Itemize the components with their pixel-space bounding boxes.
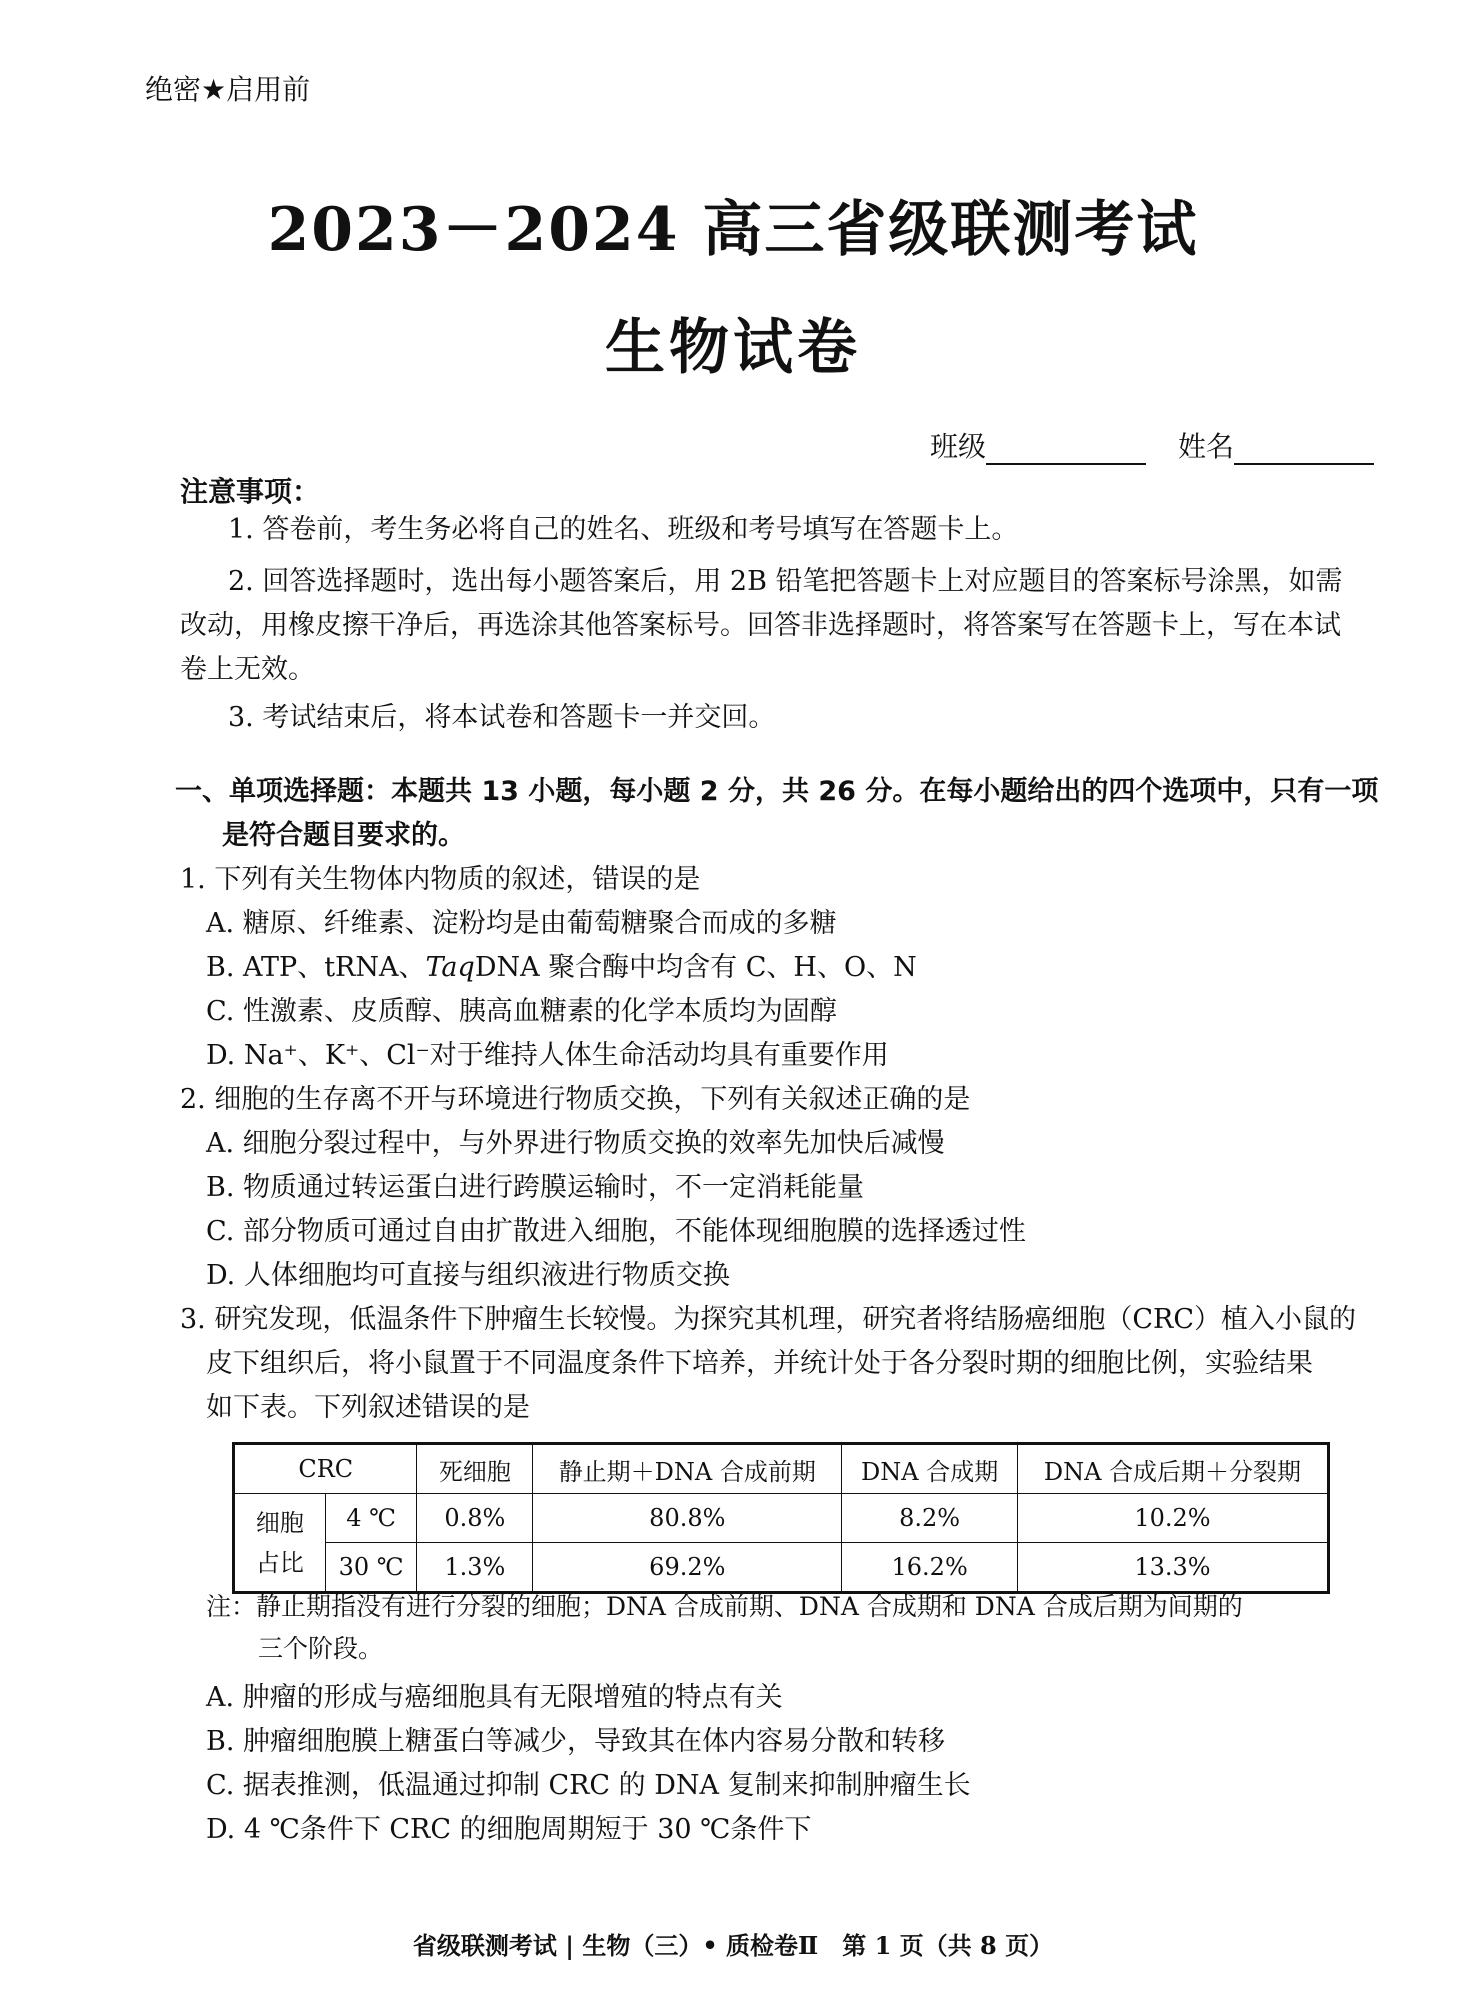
class-label: 班级: [930, 430, 987, 463]
q2-option-a: A. 细胞分裂过程中，与外界进行物质交换的效率先加快后减慢: [206, 1128, 945, 1159]
name-blank: [1234, 435, 1374, 465]
row-group-label: 细胞 占比: [234, 1494, 326, 1593]
row-temp: 30 ℃: [325, 1543, 417, 1593]
table-header-crc: CRC: [234, 1444, 417, 1494]
notice-item-2-line-3: 卷上无效。: [180, 654, 315, 685]
q3-option-d: D. 4 ℃条件下 CRC 的细胞周期短于 30 ℃条件下: [206, 1814, 812, 1845]
name-field: [1178, 425, 1374, 465]
table-header-s: DNA 合成期: [842, 1444, 1018, 1494]
q1-option-b: B. ATP、tRNA、TaqDNA 聚合酶中均含有 C、H、O、N: [206, 952, 917, 983]
cell-g2m: 10.2%: [1017, 1494, 1328, 1543]
table-header-g2m: DNA 合成后期＋分裂期: [1017, 1444, 1328, 1494]
cell-g1: 80.8%: [533, 1494, 842, 1543]
q3-option-a: A. 肿瘤的形成与癌细胞具有无限增殖的特点有关: [206, 1682, 783, 1713]
notice-item-1: 1. 答卷前，考生务必将自己的姓名、班级和考号填写在答题卡上。: [228, 514, 1019, 545]
class-blank: [986, 435, 1146, 465]
exam-title: 2023－2024 高三省级联测考试: [267, 195, 1199, 265]
cell-s: 16.2%: [842, 1543, 1018, 1593]
q1-option-a: A. 糖原、纤维素、淀粉均是由葡萄糖聚合而成的多糖: [206, 908, 837, 939]
secret-label: 绝密★启用前: [145, 73, 311, 106]
notice-heading: 注意事项：: [180, 475, 321, 508]
section-heading-line-1: 一、单项选择题：本题共 13 小题，每小题 2 分，共 26 分。在每小题给出的四个选项中，只有一项: [175, 776, 1379, 807]
notice-item-3: 3. 考试结束后，将本试卷和答题卡一并交回。: [228, 702, 776, 733]
page-footer: 省级联测考试 | 生物（三）• 质检卷Ⅱ 第 1 页（共 8 页）: [412, 1931, 1054, 1960]
cell-dead: 1.3%: [417, 1543, 533, 1593]
q2-option-c: C. 部分物质可通过自由扩散进入细胞，不能体现细胞膜的选择透过性: [206, 1216, 1026, 1247]
cell-g1: 69.2%: [533, 1543, 842, 1593]
subject-title: 生物试卷: [605, 313, 861, 383]
q1-option-c: C. 性激素、皮质醇、胰高血糖素的化学本质均为固醇: [206, 996, 837, 1027]
q2-option-b: B. 物质通过转运蛋白进行跨膜运输时，不一定消耗能量: [206, 1172, 865, 1203]
q3-stem-line-2: 皮下组织后，将小鼠置于不同温度条件下培养，并统计处于各分裂时期的细胞比例，实验结果: [206, 1348, 1313, 1379]
q3-stem-line-1: 3. 研究发现，低温条件下肿瘤生长较慢。为探究其机理，研究者将结肠癌细胞（CRC）植入小鼠的: [180, 1304, 1356, 1335]
table-row: [234, 1494, 1329, 1543]
table-header-dead: 死细胞: [417, 1444, 533, 1494]
notice-item-2-line-2: 改动，用橡皮擦干净后，再选涂其他答案标号。回答非选择题时，将答案写在答题卡上，写在本试: [180, 610, 1341, 641]
table-header-g1: 静止期＋DNA 合成前期: [533, 1444, 842, 1494]
q1-option-d: D. Na⁺、K⁺、Cl⁻对于维持人体生命活动均具有重要作用: [206, 1040, 889, 1071]
cell-s: 8.2%: [842, 1494, 1018, 1543]
row-temp: 4 ℃: [325, 1494, 417, 1543]
class-field: [930, 425, 1146, 465]
table-header-row: [234, 1444, 1329, 1494]
q2-stem: 2. 细胞的生存离不开与环境进行物质交换，下列有关叙述正确的是: [180, 1084, 971, 1115]
q1-stem: 1. 下列有关生物体内物质的叙述，错误的是: [180, 864, 701, 895]
name-label: 姓名: [1178, 430, 1235, 463]
q3-stem-line-3: 如下表。下列叙述错误的是: [206, 1392, 530, 1423]
cell-g2m: 13.3%: [1017, 1543, 1328, 1593]
q3-option-c: C. 据表推测，低温通过抑制 CRC 的 DNA 复制来抑制肿瘤生长: [206, 1770, 971, 1801]
table-note-line-1: 注：静止期指没有进行分裂的细胞；DNA 合成前期、DNA 合成期和 DNA 合成后期为间期的: [206, 1592, 1243, 1621]
q3-option-b: B. 肿瘤细胞膜上糖蛋白等减少，导致其在体内容易分散和转移: [206, 1726, 946, 1757]
crc-table: [232, 1442, 1330, 1594]
notice-item-2-line-1: 2. 回答选择题时，选出每小题答案后，用 2B 铅笔把答题卡上对应题目的答案标号涂黑，如需: [228, 566, 1343, 597]
section-heading-line-2: 是符合题目要求的。: [222, 820, 465, 851]
table-note-line-2: 三个阶段。: [258, 1634, 384, 1663]
q2-option-d: D. 人体细胞均可直接与组织液进行物质交换: [206, 1260, 730, 1291]
table-row: [234, 1543, 1329, 1593]
cell-dead: 0.8%: [417, 1494, 533, 1543]
